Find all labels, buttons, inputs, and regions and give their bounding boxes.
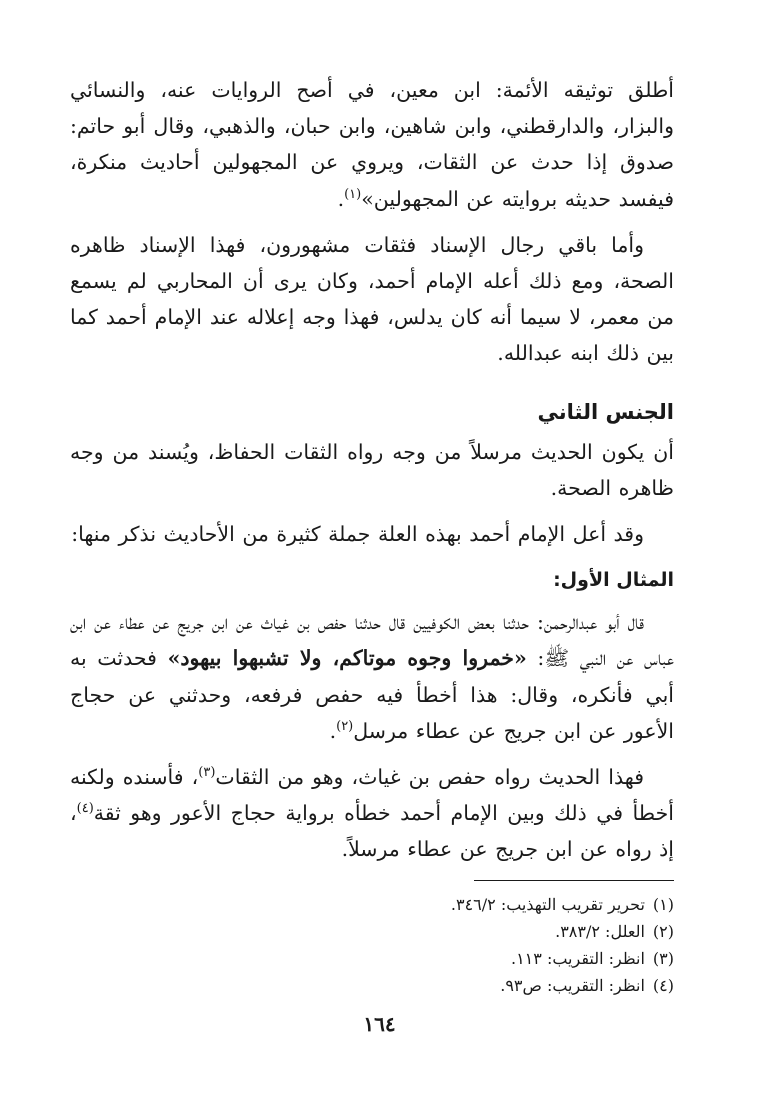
paragraph-2: وأما باقي رجال الإسناد فثقات مشهورون، فهذا الإسناد ظاهره الصحة، ومع ذلك أعله الإمام أحمد، وكان يرى أن المحاربي لم يسمع من معمر، لا سيما أنه كان يدلس، فهذا وجه إعلاله عند الإمام أحمد كما بين ذلك ابنه عبدالله.	[70, 232, 674, 366]
paragraph-5-text-b: فحدثت به أبي فأنكره، وقال: هذا أخطأ فيه حفص فرفعه، وحدثني عن حجاج الأعور عن ابن جريج عن عطاء مرسل	[70, 646, 674, 743]
paragraph-6	[70, 759, 674, 868]
footnote-text: تحرير تقريب التهذيب: ٣٤٦/٢.	[450, 895, 645, 914]
footnote-number: (٣)	[652, 949, 674, 968]
section-heading: الجنس الثاني	[537, 399, 674, 424]
paragraph-5-end: .	[329, 718, 337, 743]
paragraph-1-text: أطلق توثيقه الأئمة: ابن معين، في أصح الروايات عنه، والنسائي والبزار، والدارقطني، وابن شاهين، وابن حبان، والذهبي، وقال أبو حاتم: صدوق إذا حدث عن الثقات، ويروي عن المجهولين أحاديث منكرة، فيفسد حديثه بروايته عن المجهولين»	[70, 78, 674, 211]
paragraph-5	[70, 604, 674, 749]
footnote-text: العلل: ٣٨٣/٢.	[555, 922, 645, 941]
paragraph-6-text-b: ، فأسنده ولكنه أخطأ في ذلك وبين الإمام أحمد خطأه برواية حجاج الأعور وهو ثقة	[70, 765, 674, 826]
footnote-text: انظر: التقريب: ص٩٣.	[500, 976, 645, 995]
footnote-number: (٤)	[652, 976, 674, 995]
page-body	[70, 72, 674, 878]
paragraph-6-text-a: فهذا الحديث رواه حفص بن غياث، وهو من الثقات	[215, 765, 645, 790]
paragraph-1	[70, 72, 674, 217]
footnote-ref-4[interactable]: (٤)	[76, 801, 94, 817]
footnote-ref-2[interactable]: (٢)	[336, 719, 354, 735]
footnote-number: (١)	[652, 895, 674, 914]
footnote-ref-3[interactable]: (٣)	[198, 765, 216, 781]
footnote-item	[414, 918, 674, 945]
example-heading: المثال الأول:	[553, 569, 674, 592]
footnote-item	[414, 945, 674, 972]
footnote-text: انظر: التقريب: ١١٣.	[510, 949, 645, 968]
footnotes	[414, 880, 674, 999]
paragraph-6-text-c: ، إذ رواه عن ابن جريج عن عطاء مرسلاً.	[70, 801, 674, 862]
paragraph-5-text-a: قال أبو عبدالرحمن: حدثنا بعض الكوفيين قال حدثنا حفص بن غياث عن ابن جريج عن عطاء عن ابن عباس عن النبي ﷺ:	[70, 610, 675, 671]
paragraph-4: وقد أعل الإمام أحمد بهذه العلة جملة كثيرة من الأحاديث نذكر منها:	[71, 522, 644, 547]
footnote-number: (٢)	[652, 922, 674, 941]
footnote-item	[414, 891, 674, 918]
footnote-ref-1[interactable]: (١)	[344, 186, 362, 202]
hadith-quote: «خمروا وجوه موتاكم، ولا تشبهوا بيهود»	[167, 646, 527, 671]
footnote-item	[414, 972, 674, 999]
page-number: ١٦٤	[363, 1012, 396, 1036]
paragraph-3: أن يكون الحديث مرسلاً من وجه رواه الثقات الحفاظ، ويُسند من وجه ظاهره الصحة.	[70, 439, 674, 500]
paragraph-1-end: .	[337, 186, 345, 211]
footnote-divider	[474, 880, 674, 881]
